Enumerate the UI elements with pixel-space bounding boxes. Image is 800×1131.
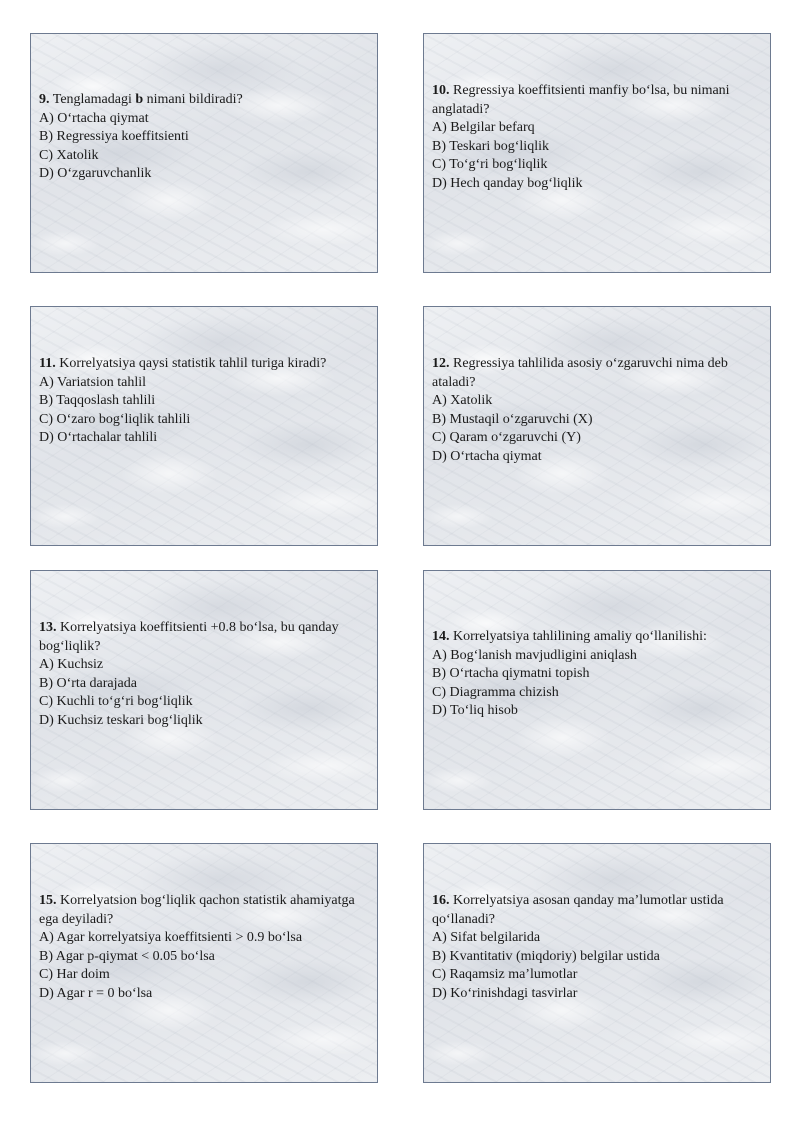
option-c: C) Kuchli to‘g‘ri bog‘liqlik [39,694,193,709]
question-number: 13. [39,620,57,635]
question-card-content [39,91,367,184]
option-d: D) Hech qanday bog‘liqlik [432,175,583,191]
question-card-16 [423,843,771,1083]
question-text [39,619,367,656]
question-text [432,355,760,392]
option-b: B) Mustaqil o‘zgaruvchi (X) [432,411,593,427]
option-c: C) Raqamsiz ma’lumotlar [432,967,578,982]
question-card-content [432,355,760,466]
option-d: D) To‘liq hisob [432,703,518,718]
question-body: Regressiya koeffitsienti manfiy bo‘lsa, bu nimani anglatadi? [432,83,730,117]
question-card-15 [30,843,378,1083]
question-number: 15. [39,893,57,908]
question-card-10 [423,33,771,273]
question-card-9 [30,33,378,273]
question-number: 11. [39,356,56,371]
question-text [432,892,760,929]
option-a: A) Bog‘lanish mavjudligini aniqlash [432,647,637,663]
option-a: A) Belgilar befarq [432,120,535,135]
question-body: Korrelyatsiya koeffitsienti +0.8 bo‘lsa, bu qanday bog‘liqlik? [39,620,339,654]
question-body: Korrelyatsiya asosan qanday ma’lumotlar ustida qo‘llanadi? [432,893,724,927]
option-a: A) Xatolik [432,393,493,408]
option-a: A) Variatsion tahlil [39,374,147,390]
option-a: A) Agar korrelyatsiya koeffitsienti > 0.9 bo‘lsa [39,930,303,945]
question-text-start: Tenglamadagi [49,92,136,107]
option-b: B) O‘rta darajada [39,675,137,691]
option-d: D) O‘rtachalar tahlili [39,430,158,445]
option-d: D) Agar r = 0 bo‘lsa [39,985,153,1001]
question-card-content [39,892,367,1003]
question-card-content [39,355,367,448]
question-text [39,892,367,929]
question-text [39,91,367,110]
question-card-content [432,892,760,1003]
question-number: 10. [432,83,450,98]
option-a: A) O‘rtacha qiymat [39,110,149,126]
option-d: D) Ko‘rinishdagi tasvirlar [432,985,578,1001]
question-card-content [432,628,760,721]
option-d: D) O‘rtacha qiymat [432,448,542,464]
question-number: 16. [432,893,450,908]
option-b: B) O‘rtacha qiymatni topish [432,666,590,681]
question-card-13 [30,570,378,810]
question-text [432,82,760,119]
option-c: C) Xatolik [39,147,99,163]
option-b: B) Kvantitativ (miqdoriy) belgilar ustida [432,948,660,964]
question-number: 9. [39,92,50,107]
option-c: C) Har doim [39,967,110,982]
option-c: C) Qaram o‘zgaruvchi (Y) [432,430,581,445]
question-text [432,628,760,647]
question-card-14 [423,570,771,810]
question-text-end: nimani bildiradi? [143,92,243,107]
question-body: Korrelyatsiya qaysi statistik tahlil turiga kiradi? [55,356,327,371]
option-a: A) Sifat belgilarida [432,930,541,945]
question-number: 12. [432,356,450,371]
question-card-content [432,82,760,193]
question-body: Korrelyatsiya tahlilining amaliy qo‘llanilishi: [449,629,707,644]
question-bold-term: b [135,92,144,107]
question-card-content [39,619,367,730]
option-d: D) Kuchsiz teskari bog‘liqlik [39,712,203,728]
question-number: 14. [432,629,450,644]
option-b: B) Teskari bog‘liqlik [432,138,549,154]
question-text [39,355,367,374]
option-c: C) To‘g‘ri bog‘liqlik [432,157,548,172]
option-a: A) Kuchsiz [39,657,104,672]
option-c: C) Diagramma chizish [432,684,559,700]
question-card-12 [423,306,771,546]
question-card-11 [30,306,378,546]
question-body: Regressiya tahlilida asosiy o‘zgaruvchi nima deb ataladi? [432,356,728,390]
question-body: Korrelyatsion bog‘liqlik qachon statistik ahamiyatga ega deyiladi? [39,893,355,927]
option-b: B) Taqqoslash tahlili [39,393,156,408]
option-c: C) O‘zaro bog‘liqlik tahlili [39,411,191,427]
option-d: D) O‘zgaruvchanlik [39,166,152,181]
option-b: B) Regressiya koeffitsienti [39,129,189,144]
option-b: B) Agar p-qiymat < 0.05 bo‘lsa [39,948,215,964]
